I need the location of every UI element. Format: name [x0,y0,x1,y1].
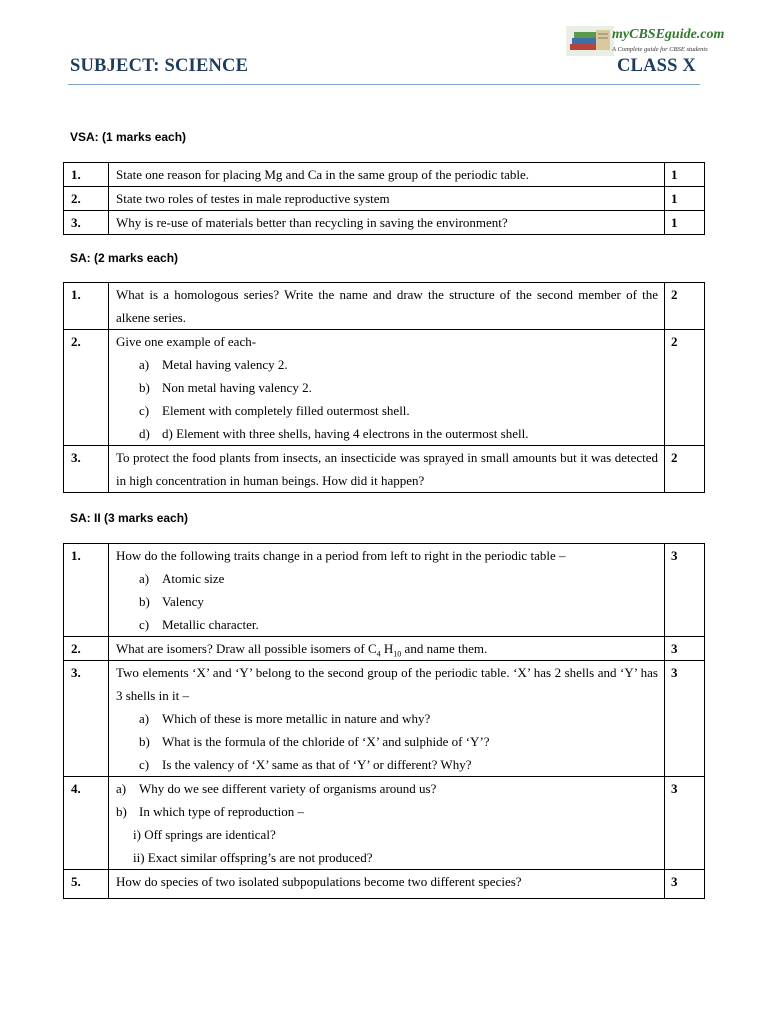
sub-text: d) Element with three shells, having 4 electrons in the outermost shell. [162,426,529,441]
question-text [109,777,665,870]
question-text: State one reason for placing Mg and Ca in the same group of the periodic table. [109,163,665,187]
question-marks: 3 [665,870,705,899]
question-marks: 3 [665,777,705,870]
logo-name: myCBSEguide.com [612,27,725,42]
sub-text: What is the formula of the chloride of ‘X’ and sulphide of ‘Y’? [162,734,490,749]
question-marks: 1 [665,187,705,211]
sub-label: c) [139,757,150,772]
question-marks: 3 [665,544,705,637]
sub-label: c) [139,403,150,418]
sub-question [116,590,658,613]
section-title-vsa: VSA: (1 marks each) [70,130,187,144]
sub-question [116,800,658,823]
table-row [64,187,705,211]
sub-question [116,777,658,800]
sub-question [116,376,658,399]
question-number: 1. [64,163,109,187]
logo [566,26,725,58]
question-marks: 3 [665,637,705,661]
sub-text: Which of these is more metallic in nature and why? [162,711,431,726]
sub-question [116,567,658,590]
sub-label: b) [139,734,150,749]
vsa-table [63,162,705,235]
sub-sub-question: ii) Exact similar offspring’s are not produced? [133,850,373,865]
sub-question [116,399,658,422]
question-number: 3. [64,446,109,493]
question-number: 1. [64,544,109,637]
question-marks: 1 [665,211,705,235]
question-text [109,330,665,446]
question-text: How do species of two isolated subpopulations become two different species? [109,870,665,899]
question-number: 4. [64,777,109,870]
subscript-carbon: 4 [376,649,381,659]
sub-text: Non metal having valency 2. [162,380,312,395]
sub-label: a) [116,781,127,796]
sub-sub-question: i) Off springs are identical? [133,827,276,842]
section-title-sa2: SA: II (3 marks each) [70,511,189,525]
question-text: State two roles of testes in male reproductive system [109,187,665,211]
question-text [109,544,665,637]
books-logo-icon [566,26,614,56]
sub-label: a) [139,711,150,726]
sub-question [116,753,658,776]
sub-question [116,422,658,445]
table-row [64,163,705,187]
logo-tagline: A Complete guide for CBSE students [612,46,708,53]
sub-question [116,730,658,753]
header-divider [68,84,700,85]
sub-text: In which type of reproduction – [139,804,304,819]
table-row [64,777,705,870]
class-title: CLASS X [616,56,696,76]
table-row [64,637,705,661]
sub-label: c) [139,617,150,632]
sub-label: b) [139,380,150,395]
question-text-start: What are isomers? Draw all possible isomers of C [116,641,377,656]
question-stem: Give one example of each- [116,334,257,349]
sub-text: Metal having valency 2. [162,357,288,372]
question-number: 2. [64,187,109,211]
table-row [64,661,705,777]
question-number: 3. [64,661,109,777]
sub-text: Element with completely filled outermost shell. [162,403,410,418]
sub-text: Is the valency of ‘X’ same as that of ‘Y’ or different? Why? [162,757,472,772]
question-stem: Two elements ‘X’ and ‘Y’ belong to the second group of the periodic table. ‘X’ has 2 shells and ‘Y’ has 3 shells in it – [116,665,658,703]
table-row [64,211,705,235]
question-text [109,637,665,661]
question-number: 2. [64,330,109,446]
section-title-sa: SA: (2 marks each) [70,251,179,265]
sub-label: a) [139,357,150,372]
question-text: What is a homologous series? Write the name and draw the structure of the second member of the alkene series. [109,283,665,330]
question-text [109,661,665,777]
question-marks: 2 [665,446,705,493]
question-marks: 1 [665,163,705,187]
table-row [64,870,705,899]
table-row [64,446,705,493]
sub-label: d) [139,426,150,441]
table-row [64,283,705,330]
question-text: To protect the food plants from insects, an insecticide was sprayed in small amounts but it was detected in high concentration in human beings. How did it happen? [109,446,665,493]
sub-question [116,707,658,730]
sub-text: Atomic size [162,571,225,586]
sub-label: b) [116,804,127,819]
question-number: 5. [64,870,109,899]
question-stem: How do the following traits change in a period from left to right in the periodic table – [116,548,566,563]
sub-question [116,353,658,376]
sub-text: Metallic character. [162,617,259,632]
subject-title: SUBJECT: SCIENCE [70,56,249,76]
sub-label: a) [139,571,150,586]
table-row [64,544,705,637]
sa2-table [63,543,705,899]
question-marks: 2 [665,283,705,330]
question-number: 3. [64,211,109,235]
question-number: 2. [64,637,109,661]
table-row [64,330,705,446]
question-marks: 3 [665,661,705,777]
question-text: Why is re-use of materials better than recycling in saving the environment? [109,211,665,235]
question-marks: 2 [665,330,705,446]
sa-table [63,282,705,493]
sub-text: Valency [162,594,204,609]
subscript-hydrogen: 10 [393,649,402,659]
sub-question [116,613,658,636]
sub-label: b) [139,594,150,609]
question-text-end: and name them. [401,641,488,656]
question-text-mid: H [380,641,394,656]
sub-text: Why do we see different variety of organisms around us? [139,781,437,796]
question-number: 1. [64,283,109,330]
